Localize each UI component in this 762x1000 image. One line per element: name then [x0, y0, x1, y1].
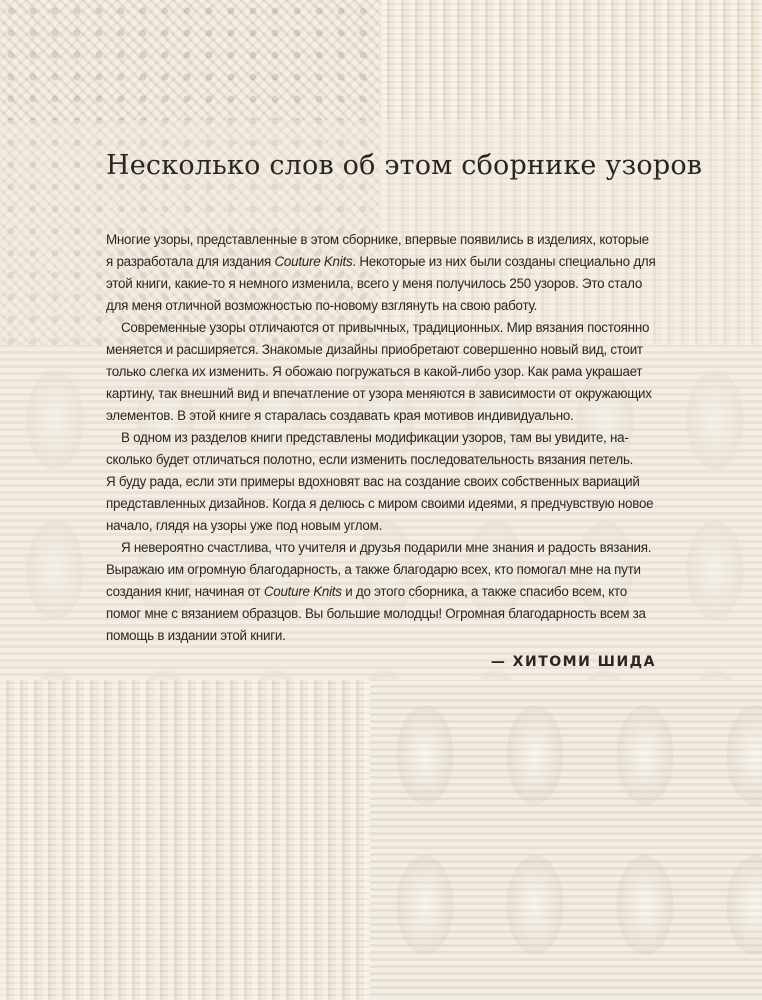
text-line — [106, 537, 666, 559]
text-line — [106, 273, 666, 295]
text-line — [106, 449, 666, 471]
text-segment: меняется и расширяется. Знакомые дизайны приобретают совершенно новый вид, стоит — [106, 342, 643, 357]
text-segment: картину, так внешний вид и впечатление от узора меняются в зависимости от окружающих — [106, 386, 652, 401]
cable-knit-background-bottom-right — [370, 680, 762, 1000]
text-segment: В одном из разделов книги представлены модификации узоров, там вы увидите, на- — [121, 430, 629, 445]
text-segment: Современные узоры отличаются от привычных, традиционных. Мир вязания постоянно — [121, 320, 650, 335]
text-line — [106, 471, 666, 493]
text-segment: помощь в издании этой книги. — [106, 628, 286, 643]
text-line — [106, 251, 666, 273]
text-line — [106, 317, 666, 339]
author-signature: — ХИТОМИ ШИДА — [490, 654, 656, 670]
text-line — [106, 339, 666, 361]
rib-knit-background-bottom-left — [0, 680, 370, 1000]
text-segment: представленных дизайнов. Когда я делюсь с миром своими идеями, я предчувствую новое — [106, 496, 654, 511]
text-line — [106, 515, 666, 537]
text-segment: только слегка их изменить. Я обожаю погружаться в какой-либо узор. Как рама украшает — [106, 364, 643, 379]
text-segment: для меня отличной возможностью по-новому взглянуть на свою работу. — [106, 298, 538, 313]
book-title-italic: Couture Knits — [263, 584, 342, 599]
text-line — [106, 427, 666, 449]
text-segment: я разработала для издания — [106, 254, 275, 269]
text-line — [106, 361, 666, 383]
text-line — [106, 383, 666, 405]
text-line — [106, 405, 666, 427]
body-text — [106, 229, 666, 647]
text-line — [106, 295, 666, 317]
text-segment: Я буду рада, если эти примеры вдохновят вас на создание своих собственных вариаций — [106, 474, 640, 489]
text-line — [106, 229, 666, 251]
text-segment: Выражаю им огромную благодарность, а также благодарю всех, кто помогал мне на пути — [106, 562, 641, 577]
text-line — [106, 581, 666, 603]
page-title: Несколько слов об этом сборнике узоров — [106, 150, 703, 181]
text-line — [106, 625, 666, 647]
text-segment: . Некоторые из них были созданы специально для — [352, 254, 656, 269]
text-segment: сколько будет отличаться полотно, если изменить последовательность вязания петель. — [106, 452, 634, 467]
text-line — [106, 559, 666, 581]
text-segment: этой книги, какие-то я немного изменила, всего у меня получилось 250 узоров. Это стало — [106, 276, 643, 291]
text-line — [106, 493, 666, 515]
text-segment: помог мне с вязанием образцов. Вы большие молодцы! Огромная благодарность всем за — [106, 606, 646, 621]
text-segment: Многие узоры, представленные в этом сборнике, впервые появились в изделиях, которые — [106, 232, 649, 247]
text-segment: создания книг, начиная от — [106, 584, 264, 599]
text-segment: начало, глядя на узоры уже под новым углом. — [106, 518, 383, 533]
text-segment: Я невероятно счастлива, что учителя и друзья подарили мне знания и радость вязания. — [121, 540, 652, 555]
text-segment: и до этого сборника, а также спасибо всем, кто — [341, 584, 627, 599]
text-line — [106, 603, 666, 625]
book-title-italic: Couture Knits — [274, 254, 353, 269]
text-segment: элементов. В этой книге я старалась создавать края мотивов индивидуально. — [106, 408, 574, 423]
